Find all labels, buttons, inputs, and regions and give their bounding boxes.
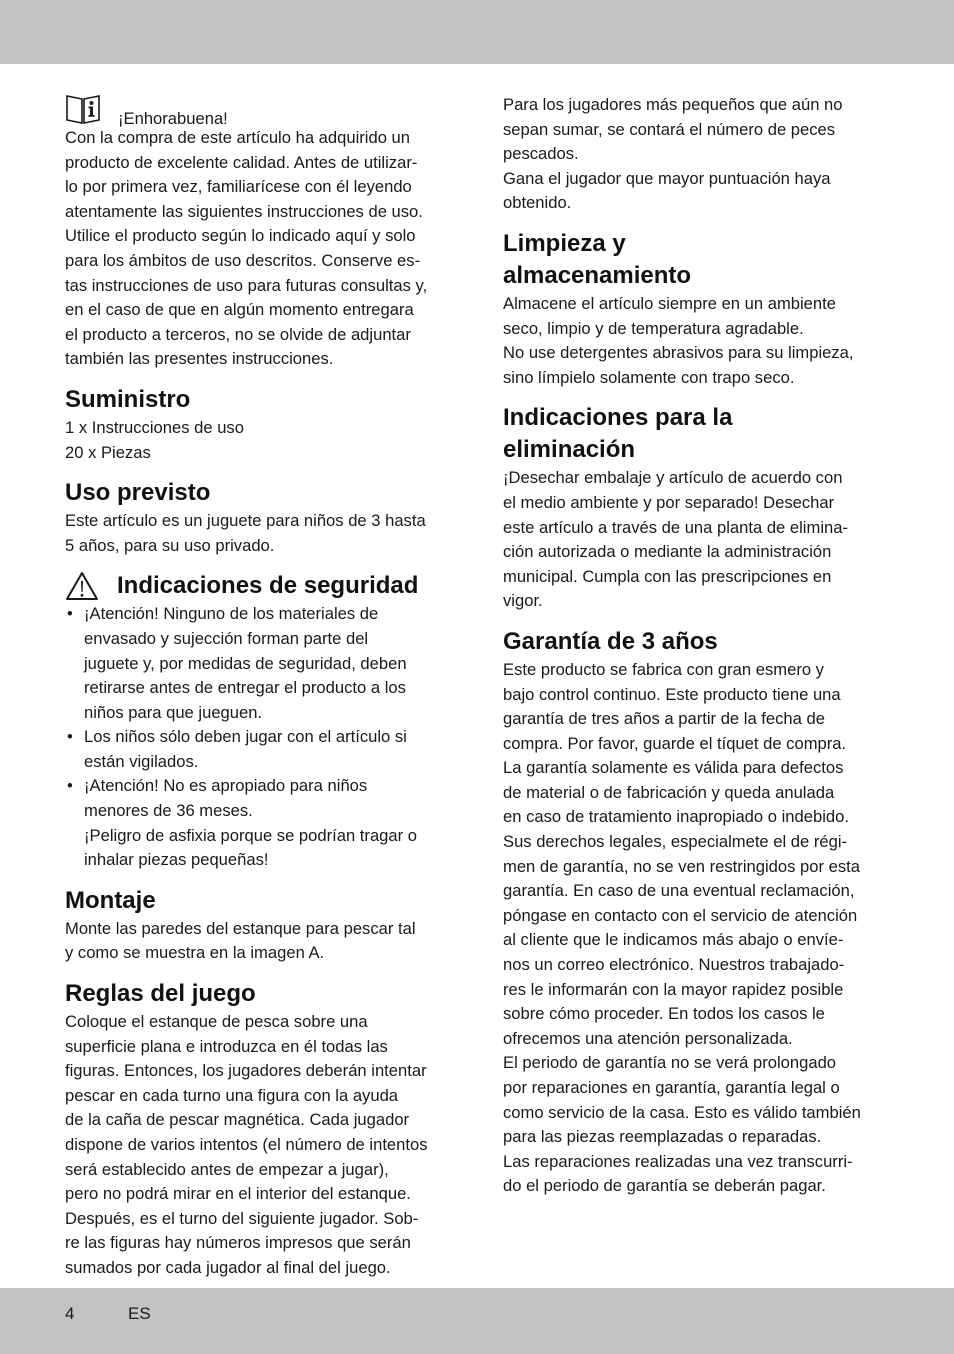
limpieza-heading-line: Limpieza y [503,229,626,257]
suministro-line: 20 x Piezas [65,442,151,462]
garantia-section [503,626,895,1199]
garantia-line: como servicio de la casa. Esto es válido también [503,1102,861,1122]
intro-line: en el caso de que en algún momento entregara [65,300,414,320]
left-column [65,92,457,1281]
limpieza-line: sino límpielo solamente con trapo seco. [503,367,795,387]
reglas-line: pescar en cada turno una figura con la ayuda [65,1085,399,1105]
bullet-line: niños para que jueguen. [84,702,263,722]
eliminacion-line: ción autorizada o mediante la administración [503,542,832,562]
limpieza-heading-line: almacenamiento [503,261,692,289]
uso-line: Este artículo es un juguete para niños de 3 hasta [65,511,426,531]
reglas-line: Coloque el estanque de pesca sobre una [65,1012,368,1032]
list-item [65,725,457,774]
reglas-line: superficie plana e introduzca en él todas las [65,1036,388,1056]
garantia-line: ofrecemos una atención personalizada. [503,1028,793,1048]
bullet-line: envasado y sujección forman parte del [84,628,369,648]
garantia-line: do el periodo de garantía se deberán pagar. [503,1176,826,1196]
reglas-line: pescados. [503,144,579,164]
reglas-line: Después, es el turno del siguiente jugador. Sob- [65,1208,419,1228]
limpieza-line: seco, limpio y de temperatura agradable. [503,318,804,338]
montaje-heading: Montaje [65,886,156,914]
garantia-line: en caso de tratamiento inapropiado o indebido. [503,807,849,827]
garantia-line: para las piezas reemplazadas o reparadas. [503,1127,822,1147]
garantia-line: nos un correo electrónico. Nuestros trabajado- [503,955,845,975]
reglas-continued [503,93,895,216]
note-line: ¡Peligro de asfixia porque se podrían tragar o [84,825,417,845]
bullet-line: están vigilados. [84,751,199,771]
bullet-line: ¡Atención! Ninguno de los materiales de [84,604,379,624]
reglas-heading: Reglas del juego [65,980,256,1008]
intro-line: también las presentes instrucciones. [65,349,334,369]
eliminacion-line: el medio ambiente y por separado! Desechar [503,492,835,512]
intro-line: Utilice el producto según lo indicado aquí y solo [65,226,416,246]
reglas-line: sumados por cada jugador al final del juego. [65,1257,391,1277]
seguridad-heading: Indicaciones de seguridad [117,572,419,600]
intro-line: lo por primera vez, familiarícese con él leyendo [65,177,412,197]
reglas-section [65,978,457,1281]
seguridad-note [65,824,457,873]
garantia-line: compra. Por favor, guarde el tíquet de compra. [503,733,847,753]
eliminacion-line: ¡Desechar embalaje y artículo de acuerdo con [503,468,843,488]
garantia-line: Las reparaciones realizadas una vez transcurri- [503,1151,853,1171]
garantia-line: men de garantía, no se ven restringidos por esta [503,856,860,876]
garantia-line: Sus derechos legales, especialmete el de régi- [503,832,848,852]
suministro-heading: Suministro [65,385,191,413]
bullet-line: Los niños sólo deben jugar con el artículo si [84,727,407,747]
eliminacion-line: este artículo a través de una planta de elimina- [503,517,848,537]
suministro-section [65,384,457,465]
bullet-line: menores de 36 meses. [84,801,253,821]
intro-line: Con la compra de este artículo ha adquirido un [65,128,410,147]
reglas-line: pero no podrá mirar en el interior del estanque. [65,1184,411,1204]
montaje-line: Monte las paredes del estanque para pescar tal [65,918,416,938]
suministro-line: 1 x Instrucciones de uso [65,417,244,437]
reglas-line: Para los jugadores más pequeños que aún no [503,95,843,114]
intro-line: el producto a terceros, no se olvide de adjuntar [65,324,411,344]
intro-body [65,126,457,372]
note-line: inhalar piezas pequeñas! [84,850,269,870]
eliminacion-line: municipal. Cumpla con las prescripciones en [503,566,832,586]
eliminacion-heading-line: eliminación [503,436,636,464]
intro-line: atentamente las siguientes instrucciones de uso. [65,201,423,221]
limpieza-line: No use detergentes abrasivos para su limpieza, [503,343,854,363]
garantia-line: garantía de tres años a partir de la fecha de [503,709,825,729]
garantia-line: res le informarán con la mayor rapidez posible [503,979,844,999]
seguridad-header [65,570,457,602]
garantia-line: Este producto se fabrica con gran esmero y [503,659,824,679]
intro-greeting: ¡Enhorabuena! [118,108,228,128]
intro-line: producto de excelente calidad. Antes de utilizar- [65,152,418,172]
intro-header [65,92,457,126]
seguridad-section [65,570,457,873]
bullet-line: juguete y, por medidas de seguridad, deben [84,653,407,673]
bullet-line: retirarse antes de entregar el producto a los [84,678,406,698]
eliminacion-line: vigor. [503,591,543,611]
intro-line: tas instrucciones de uso para futuras consultas y, [65,275,428,295]
list-item [65,602,457,725]
limpieza-line: Almacene el artículo siempre en un ambiente [503,293,836,313]
list-item [65,774,457,823]
warning-triangle-icon [65,571,99,601]
header-band [0,0,954,64]
bullet-line: ¡Atención! No es apropiado para niños [84,776,368,796]
garantia-heading: Garantía de 3 años [503,627,718,655]
right-column [503,93,895,1199]
montaje-section [65,885,457,966]
limpieza-section [503,228,895,390]
uso-section [65,477,457,558]
garantia-line: garantía. En caso de una eventual reclamación, [503,881,855,901]
reglas-line: de la caña de pescar magnética. Cada jugador [65,1110,410,1130]
garantia-line: de material o de fabricación y queda anulada [503,782,835,802]
reglas-line: obtenido. [503,193,572,213]
eliminacion-section [503,402,895,614]
reglas-line: figuras. Entonces, los jugadores deberán intentar [65,1061,427,1081]
eliminacion-heading-line: Indicaciones para la [503,404,733,432]
garantia-line: al cliente que le indicamos más abajo o envíe- [503,930,844,950]
reglas-line: será establecido antes de empezar a jugar), [65,1159,389,1179]
intro-section [65,92,457,372]
reglas-line: Gana el jugador que mayor puntuación haya [503,168,831,188]
reglas-line: sepan sumar, se contará el número de peces [503,119,836,139]
montaje-line: y como se muestra en la imagen A. [65,943,325,963]
garantia-line: por reparaciones en garantía, garantía legal o [503,1078,840,1097]
garantia-line: La garantía solamente es válida para defectos [503,758,844,778]
uso-heading: Uso previsto [65,479,211,507]
intro-line: para los ámbitos de uso descritos. Conserve es- [65,250,421,270]
garantia-line: póngase en contacto con el servicio de atención [503,905,858,925]
page-number: 4 [65,1304,75,1323]
garantia-line: sobre cómo proceder. En todos los casos le [503,1004,825,1024]
language-code: ES [128,1304,151,1323]
garantia-line: bajo control continuo. Este producto tiene una [503,684,841,704]
uso-line: 5 años, para su uso privado. [65,535,275,555]
garantia-line: El periodo de garantía no se verá prolongado [503,1053,837,1073]
seguridad-list [65,602,457,823]
reglas-line: re las figuras hay números impresos que serán [65,1233,411,1253]
reglas-line: dispone de varios intentos (el número de intentos [65,1135,428,1154]
info-book-icon [65,93,101,125]
